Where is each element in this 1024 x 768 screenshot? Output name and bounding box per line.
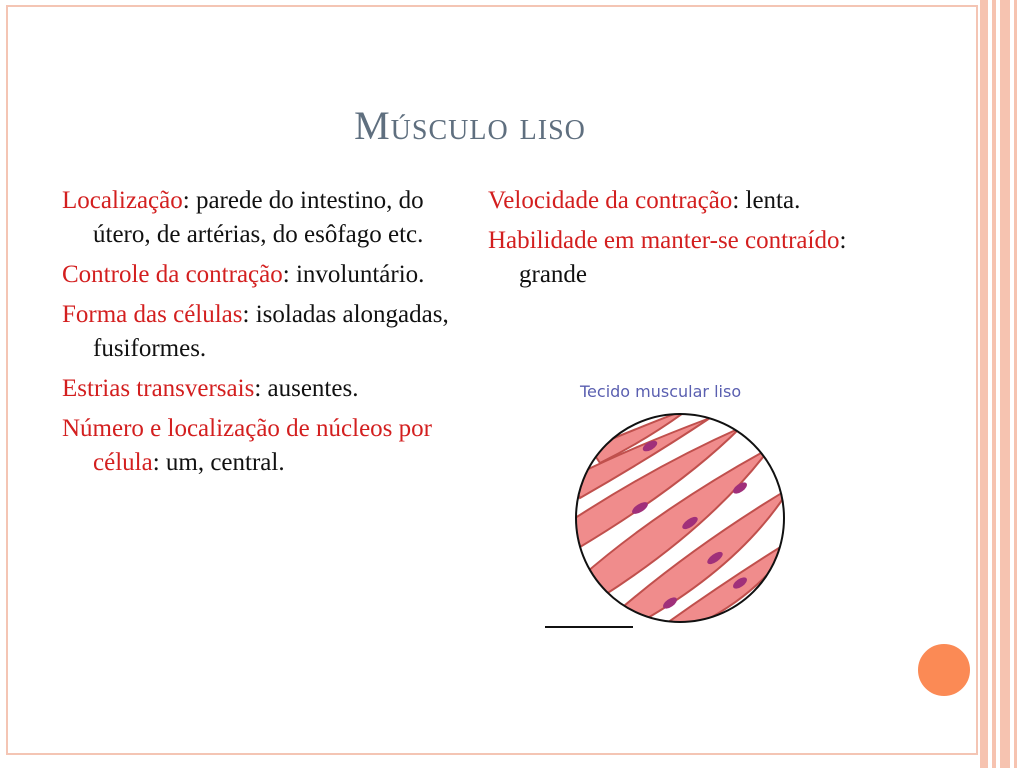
scale-bar [545,626,633,628]
right-column [488,184,898,298]
item-keyword: Localização [62,187,183,214]
figure-caption: Tecido muscular liso [580,382,742,401]
item-text: : um, central. [152,449,285,476]
smooth-muscle-illustration [540,378,800,638]
item-text: : lenta. [732,187,801,214]
list-item [62,372,462,406]
item-text: : isoladas alongadas, fusiformes. [93,301,449,362]
item-keyword: Número e localização de núcleos por célula [62,415,432,476]
side-stripes [978,0,1024,768]
list-item [62,298,462,366]
list-item [62,412,462,480]
item-text: : involuntário. [282,261,425,288]
left-column [62,184,462,486]
item-text: : ausentes. [254,375,359,402]
item-keyword: Habilidade em manter-se contraído [488,227,840,254]
item-keyword: Forma das células [62,301,243,328]
item-text: : grande [519,227,847,288]
slide-title: Músculo liso [354,103,586,148]
item-keyword: Estrias transversais [62,375,255,402]
list-item [62,184,462,252]
list-item [488,184,898,218]
list-item [488,224,898,292]
item-keyword: Controle da contração [62,261,283,288]
orange-circle-decoration [914,640,974,700]
item-text: : parede do intestino, do útero, de artérias, do esôfago etc. [93,187,424,248]
item-keyword: Velocidade da contração [488,187,733,214]
list-item [62,258,462,292]
